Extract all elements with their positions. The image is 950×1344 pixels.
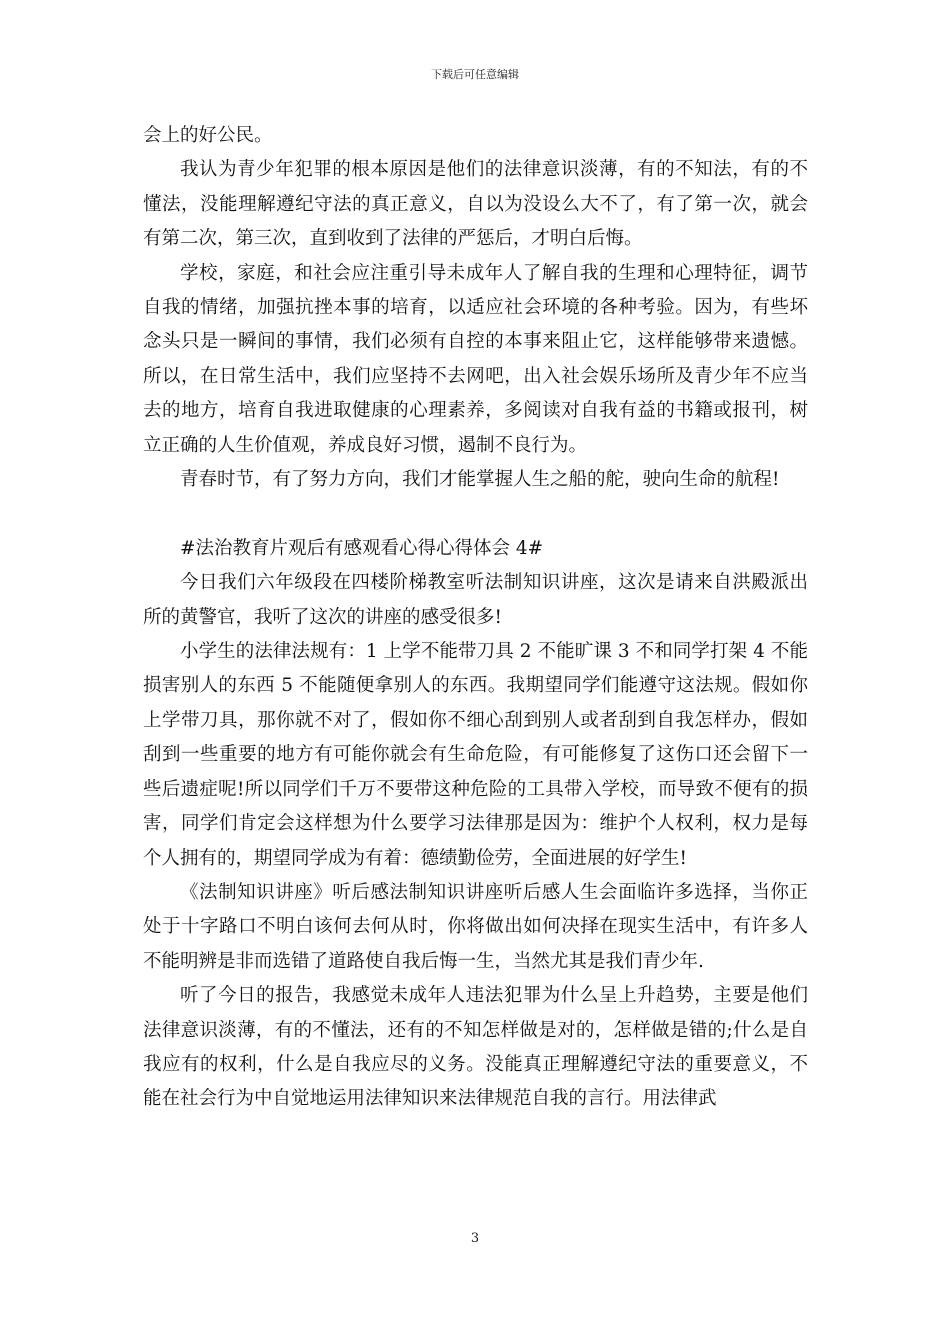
paragraph-continuation: 会上的好公民。 bbox=[143, 125, 273, 146]
paragraph: 小学生的法律法规有：1 上学不能带刀具 2 不能旷课 3 不和同学打架 4 不能损害别人的东西 5 不能随便拿别人的东西。我期望同学们能遵守这法规。假如你上学带刀具，那你就不对了，假如你不细心刮到别人或者刮到自我怎样办，假如刮到一些重要的地方有可能你就会有生命危险，有可能修复了这伤口还会留下一些后遗症呢!所以同学们千万不要带这种危险的工具带入学校，而导致不便有的损害，同学们肯定会这样想为什么要学习法律那是因为：维护个人权利，权力是每个人拥有的，期望同学成为有着：德绩勤俭劳，全面进展的好学生! bbox=[143, 641, 809, 869]
paragraph: 学校，家庭，和社会应注重引导未成年人了解自我的生理和心理特征，调节自我的情绪，加强抗挫本事的培育，以适应社会环境的各种考验。因为，有些坏念头只是一瞬间的事情，我们必须有自控的本事来阻止它，这样能够带来遗憾。所以，在日常生活中，我们应坚持不去网吧，出入社会娱乐场所及青少年不应当去的地方，培育自我进取健康的心理素养，多阅读对自我有益的书籍或报刊，树立正确的人生价值观，养成良好习惯，遏制不良行为。 bbox=[143, 262, 808, 456]
paragraph: 听了今日的报告，我感觉未成年人违法犯罪为什么呈上升趋势，主要是他们法律意识淡薄，有的不懂法，还有的不知怎样做是对的，怎样做是错的;什么是自我应有的权利，什么是自我应尽的义务。没能真正理解遵纪守法的重要意义，不能在社会行为中自觉地运用法律知识来法律规范自我的言行。用法律武 bbox=[143, 985, 808, 1110]
paragraph: 青春时节，有了努力方向，我们才能掌握人生之船的舵，驶向生命的航程! bbox=[180, 469, 780, 491]
paragraph: 今日我们六年级段在四楼阶梯教室听法制知识讲座，这次是请来自洪殿派出所的黄警官，我听了这次的讲座的感受很多! bbox=[143, 572, 808, 628]
paragraph: 《法制知识讲座》听后感法制知识讲座听后感人生会面临许多选择，当你正处于十字路口不明白该何去何从时，你将做出如何决择在现实生活中，有许多人不能明辨是非而选错了道路使自我后悔一生，当然尤其是我们青少年. bbox=[143, 881, 808, 972]
section-heading: #法治教育片观后有感观看心得心得体会 4# bbox=[180, 537, 544, 559]
page-header: 下载后可任意编辑 bbox=[431, 68, 519, 81]
paragraph: 我认为青少年犯罪的根本原因是他们的法律意识淡薄，有的不知法，有的不懂法，没能理解遵纪守法的真正意义，自以为没设么大不了，有了第一次，就会有第二次，第三次，直到收到了法律的严惩后，才明白后悔。 bbox=[143, 159, 808, 250]
blank-line bbox=[143, 497, 808, 531]
document-body bbox=[143, 119, 808, 1117]
page-number: 3 bbox=[470, 1231, 480, 1246]
